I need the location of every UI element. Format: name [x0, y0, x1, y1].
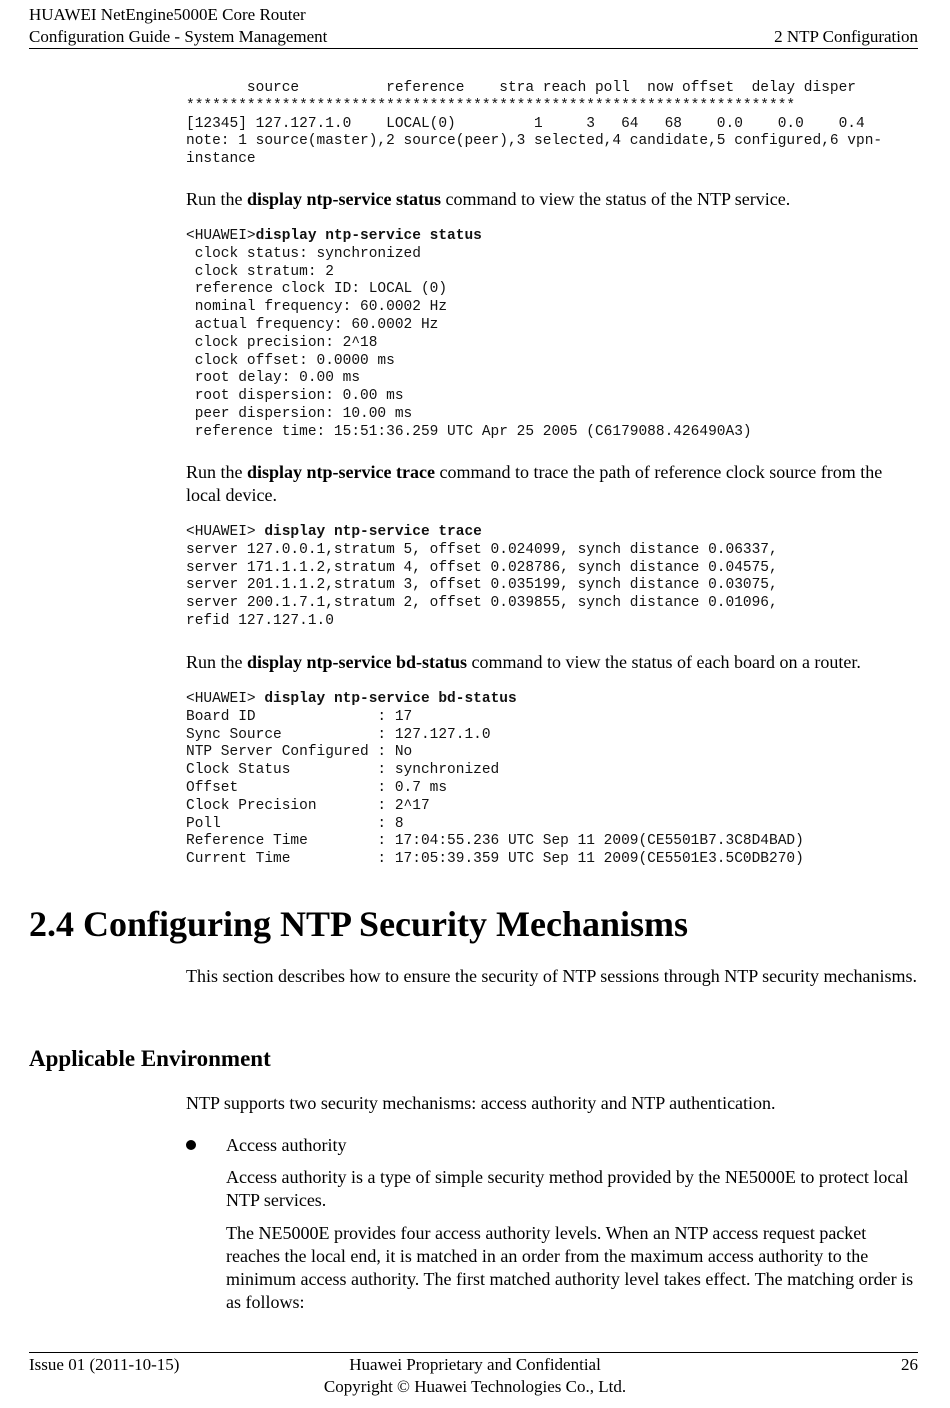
- text: command to view the status of each board on a router.: [467, 652, 861, 672]
- code-line: Current Time : 17:05:39.359 UTC Sep 11 2009(CE5501E3.5C0DB270): [186, 851, 804, 868]
- trace-output: [186, 524, 778, 631]
- prompt: <HUAWEI>: [186, 228, 256, 244]
- code-line: clock offset: 0.0000 ms: [186, 352, 395, 369]
- footer-copyright: Copyright © Huawei Technologies Co., Ltd.: [323, 1377, 627, 1396]
- footer-confidential: Huawei Proprietary and Confidential: [349, 1355, 601, 1374]
- text: Run the: [186, 189, 247, 209]
- prompt: <HUAWEI>: [186, 691, 265, 707]
- trace-paragraph: [186, 461, 921, 507]
- bullet-item: Access authority: [226, 1135, 347, 1155]
- code-line: note: 1 source(master),2 source(peer),3 selected,4 candidate,5 configured,6 vpn-: [186, 133, 883, 150]
- footer-page-number: 26: [901, 1355, 918, 1374]
- code-line: Reference Time : 17:04:55.236 UTC Sep 11 2009(CE5501B7.3C8D4BAD): [186, 833, 804, 850]
- header-chapter: 2 NTP Configuration: [774, 27, 918, 46]
- code-line: refid 127.127.1.0: [186, 612, 334, 629]
- code-line: source reference stra reach poll now offset delay disper: [186, 80, 857, 96]
- bd-paragraph: [186, 651, 926, 674]
- header-divider: [29, 48, 918, 49]
- code-line: NTP Server Configured : No: [186, 744, 413, 761]
- command-name: display ntp-service status: [247, 189, 442, 209]
- section-heading: 2.4 Configuring NTP Security Mechanisms: [29, 904, 689, 944]
- command: display ntp-service status: [255, 228, 482, 244]
- code-line: actual frequency: 60.0002 Hz: [186, 316, 439, 333]
- code-line: Clock Status : synchronized: [186, 762, 500, 779]
- command: display ntp-service trace: [264, 524, 482, 540]
- code-line: [12345] 127.127.1.0 LOCAL(0) 1 3 64 68 0.0 0.0 0.4: [186, 115, 865, 132]
- code-line: Offset : 0.7 ms: [186, 779, 448, 796]
- code-line: server 201.1.1.2,stratum 3, offset 0.035199, synch distance 0.03075,: [186, 577, 778, 594]
- code-line: server 200.1.7.1,stratum 2, offset 0.039855, synch distance 0.01096,: [186, 595, 778, 612]
- text: command to view the status of the NTP service.: [441, 189, 791, 209]
- code-line: clock stratum: 2: [186, 263, 334, 280]
- footer-issue: Issue 01 (2011-10-15): [29, 1355, 180, 1374]
- code-line: instance: [186, 151, 256, 168]
- code-line: clock precision: 2^18: [186, 334, 378, 351]
- code-line: clock status: synchronized: [186, 245, 421, 262]
- subsection-intro: NTP supports two security mechanisms: access authority and NTP authentication.: [186, 1093, 776, 1113]
- code-line: Sync Source : 127.127.1.0: [186, 726, 491, 743]
- text: Run the: [186, 462, 247, 482]
- code-line: Board ID : 17: [186, 708, 413, 725]
- bullet-paragraph: Access authority is a type of simple security method provided by the NE5000E to protect local NTP services.: [226, 1167, 909, 1210]
- subsection-heading: Applicable Environment: [29, 1046, 271, 1071]
- command: display ntp-service bd-status: [264, 691, 517, 707]
- code-line: nominal frequency: 60.0002 Hz: [186, 299, 448, 316]
- code-line: server 171.1.1.2,stratum 4, offset 0.028786, synch distance 0.04575,: [186, 559, 778, 576]
- bullet-paragraph: The NE5000E provides four access authority levels. When an NTP access request packet reaches the local end, it is matched in an order from the maximum access authority to the minimum access authority. The first matched authority level takes effect. The matching order is as follows:: [226, 1223, 914, 1312]
- footer-divider: [29, 1352, 918, 1353]
- prompt: <HUAWEI>: [186, 524, 265, 540]
- text: Run the: [186, 652, 247, 672]
- status-output: [186, 228, 752, 442]
- code-line: reference clock ID: LOCAL (0): [186, 281, 448, 298]
- header-product: HUAWEI NetEngine5000E Core Router: [29, 5, 306, 24]
- code-line: **********************************************************************: [186, 97, 796, 114]
- text: command to trace the path of reference clock source from the local device.: [186, 462, 883, 505]
- code-line: reference time: 15:51:36.259 UTC Apr 25 2005 (C6179088.426490A3): [186, 423, 752, 440]
- code-line: server 127.0.0.1,stratum 5, offset 0.024099, synch distance 0.06337,: [186, 541, 778, 558]
- code-line: peer dispersion: 10.00 ms: [186, 405, 413, 422]
- session-output: [186, 80, 882, 169]
- command-name: display ntp-service bd-status: [247, 652, 468, 672]
- command-name: display ntp-service trace: [247, 462, 435, 482]
- bd-status-output: [186, 691, 804, 869]
- code-line: root delay: 0.00 ms: [186, 370, 361, 387]
- header-guide: Configuration Guide - System Management: [29, 27, 328, 46]
- bullet-icon: [186, 1140, 196, 1150]
- code-line: root dispersion: 0.00 ms: [186, 388, 404, 405]
- section-intro: This section describes how to ensure the security of NTP sessions through NTP security mechanisms.: [186, 966, 918, 986]
- status-paragraph: [186, 188, 921, 211]
- code-line: Clock Precision : 2^17: [186, 797, 430, 814]
- code-line: Poll : 8: [186, 815, 404, 832]
